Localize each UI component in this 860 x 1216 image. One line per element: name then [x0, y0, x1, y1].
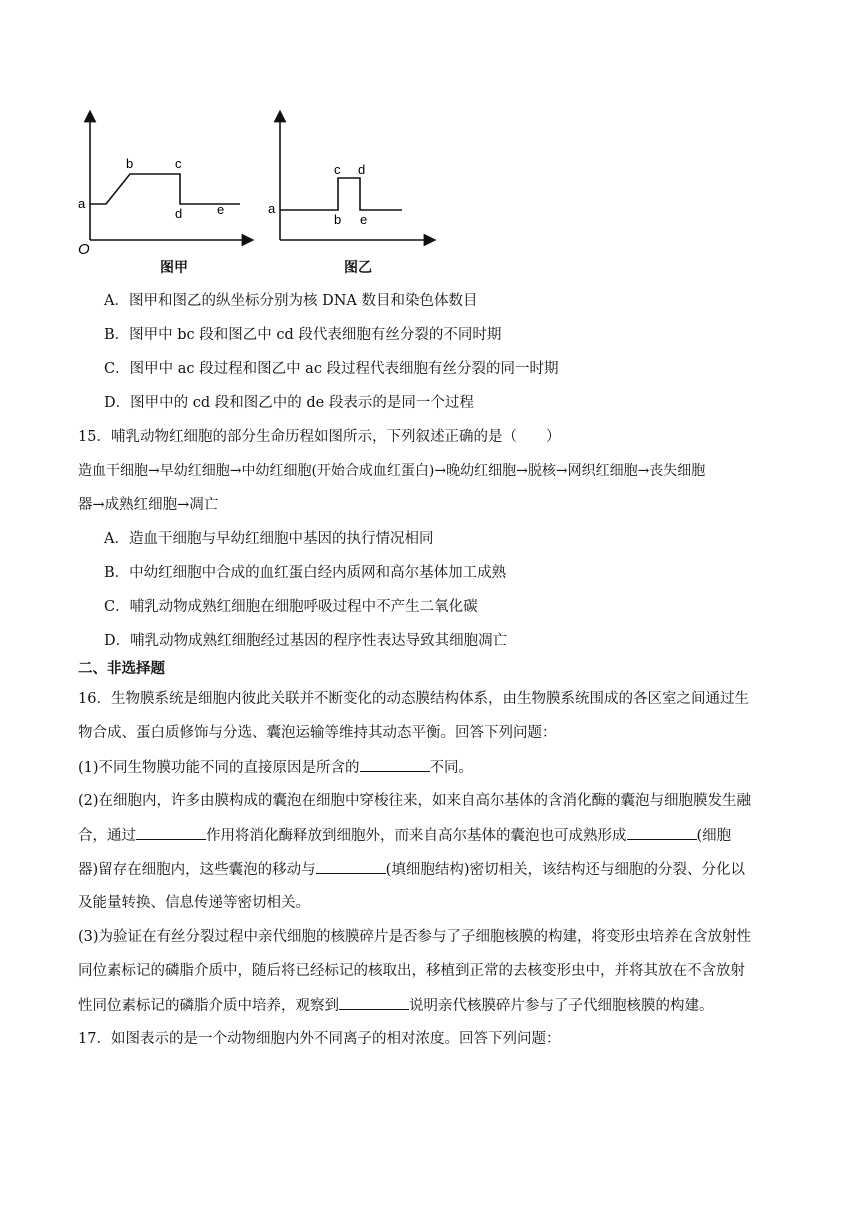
section-title: 二、非选择题: [78, 661, 165, 677]
q16-stem-line1: 16．生物膜系统是细胞内彼此关联并不断变化的动态膜结构体系，由生物膜系统围成的各区室之间通过生: [78, 691, 749, 707]
q17-stem: 17．如图表示的是一个动物细胞内外不同离子的相对浓度。回答下列问题：: [78, 1031, 561, 1047]
q15-option-a: A．造血干细胞与早幼红细胞中基因的执行情况相同: [104, 531, 434, 547]
answer-blank-5[interactable]: [339, 995, 409, 1010]
q16-part2-text-c: (细胞: [696, 828, 732, 844]
figure-yi: [262, 108, 442, 258]
q16-part1-text-a: (1)不同生物膜功能不同的直接原因是所含的: [78, 760, 360, 776]
q14-option-d: D．图甲中的 cd 段和图乙中的 de 段表示的是同一个过程: [104, 395, 474, 411]
figure-jia-graph: [72, 108, 262, 258]
q16-part2-text-d: 器)留存在细胞内，这些囊泡的移动与: [78, 862, 316, 878]
q15-flow-line2: 器→成熟红细胞→凋亡: [78, 497, 219, 513]
q16-part2-line4: 及能量转换、信息传递等密切相关。: [78, 895, 310, 911]
q16-part3-text-b: 说明亲代核膜碎片参与了子代细胞核膜的构建。: [409, 998, 714, 1014]
label-a: a: [268, 201, 276, 216]
label-c: c: [334, 162, 341, 177]
label-d: d: [358, 162, 366, 177]
q16-part2-text-b: 作用将消化酶释放到细胞外，而来自高尔基体的囊泡也可成熟形成: [206, 828, 627, 844]
q16-part2-line2: [78, 825, 790, 846]
label-c: c: [175, 156, 182, 171]
q16-part2-line3: [78, 859, 790, 880]
label-e: e: [217, 202, 225, 217]
figure-jia-caption: 图甲: [160, 260, 188, 276]
q16-part3-text-a: 性同位素标记的磷脂介质中培养，观察到: [78, 998, 339, 1014]
answer-blank-1[interactable]: [360, 757, 430, 772]
q16-stem-line2: 物合成、蛋白质修饰与分选、囊泡运输等维持其动态平衡。回答下列问题：: [78, 725, 557, 741]
q16-part2-line1: (2)在细胞内，许多由膜构成的囊泡在细胞中穿梭往来，如来自高尔基体的含消化酶的囊泡与细胞膜发生融: [78, 793, 752, 809]
q15-option-c: C．哺乳动物成熟红细胞在细胞呼吸过程中不产生二氧化碳: [104, 599, 478, 615]
q15-option-d: D．哺乳动物成熟红细胞经过基因的程序性表达导致其细胞凋亡: [104, 633, 508, 649]
q16-part1-text-b: 不同。: [429, 760, 474, 776]
q16-part3-line1: (3)为验证在有丝分裂过程中亲代细胞的核膜碎片是否参与了子细胞核膜的构建，将变形虫培养在含放射性: [78, 929, 752, 945]
label-b: b: [126, 156, 134, 171]
label-d: d: [175, 206, 183, 221]
q16-part3-line3: [78, 995, 790, 1016]
origin-label: O: [78, 241, 90, 258]
q16-part3-line2: 同位素标记的磷脂介质中，随后将已经标记的核取出，移植到正常的去核变形虫中，并将其放在不含放射: [78, 963, 745, 979]
q14-option-a: A．图甲和图乙的纵坐标分别为核 DNA 数目和染色体数目: [104, 293, 478, 309]
curve: [90, 174, 240, 204]
q14-option-b: B．图甲中 bc 段和图乙中 cd 段代表细胞有丝分裂的不同时期: [104, 327, 502, 343]
figure-yi-graph: [262, 108, 442, 258]
q16-part2-text-a: 合，通过: [78, 828, 136, 844]
q14-option-c: C．图甲中 ac 段过程和图乙中 ac 段过程代表细胞有丝分裂的同一时期: [104, 361, 559, 377]
figure-jia: [72, 108, 262, 258]
answer-blank-4[interactable]: [316, 859, 386, 874]
figure-yi-caption: 图乙: [344, 260, 372, 276]
label-a: a: [78, 196, 86, 211]
answer-blank-2[interactable]: [136, 825, 206, 840]
q15-flow-line1: 造血干细胞→早幼红细胞→中幼红细胞(开始合成血红蛋白)→晚幼红细胞→脱核→网织红细胞→丧失细胞: [78, 463, 706, 479]
label-e: e: [360, 212, 368, 227]
q15-stem: 15．哺乳动物红细胞的部分生命历程如图所示，下列叙述正确的是（ ）: [78, 429, 561, 445]
q16-part2-text-e: (填细胞结构)密切相关，该结构还与细胞的分裂、分化以: [385, 862, 745, 878]
answer-blank-3[interactable]: [627, 825, 697, 840]
q16-part1: [78, 757, 790, 778]
label-b: b: [334, 212, 342, 227]
q15-option-b: B．中幼红细胞中合成的血红蛋白经内质网和高尔基体加工成熟: [104, 565, 507, 581]
curve: [280, 178, 402, 210]
